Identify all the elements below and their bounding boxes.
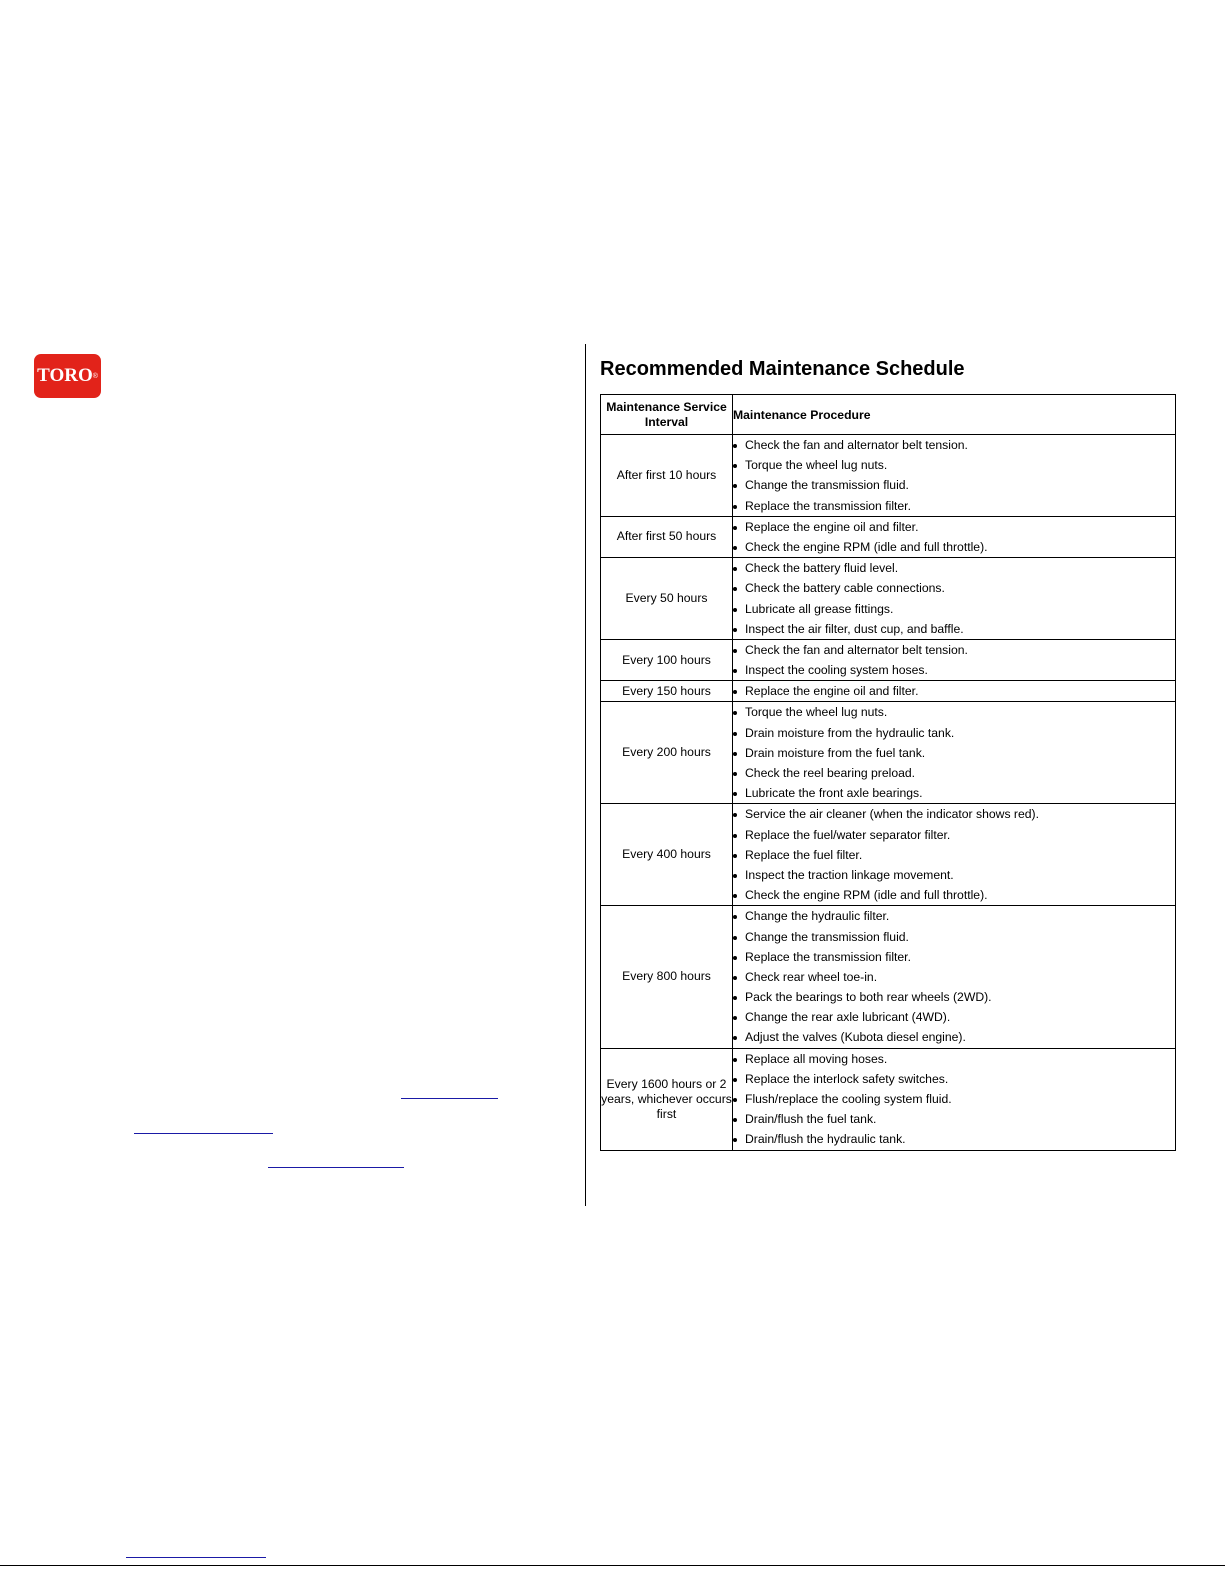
- schedule-rows: [601, 435, 1176, 1151]
- procedure-item: Inspect the traction linkage movement.: [733, 865, 1175, 885]
- procedure-cell: [733, 435, 1176, 517]
- procedure-item: Change the transmission fluid.: [733, 475, 1175, 495]
- table-row: [601, 1048, 1176, 1150]
- procedure-cell: [733, 558, 1176, 640]
- procedure-item: Torque the wheel lug nuts.: [733, 455, 1175, 475]
- procedure-item: Drain/flush the hydraulic tank.: [733, 1129, 1175, 1149]
- page-bottom-rule: [0, 1565, 1225, 1566]
- procedure-item: Torque the wheel lug nuts.: [733, 702, 1175, 722]
- procedure-list: [733, 681, 1175, 701]
- table-row: [601, 906, 1176, 1048]
- table-row: [601, 558, 1176, 640]
- table-row: [601, 804, 1176, 906]
- column-divider: [585, 344, 586, 1206]
- procedure-cell: [733, 681, 1176, 702]
- procedure-item: Replace the fuel/water separator filter.: [733, 825, 1175, 845]
- service-interval-cell: Every 1600 hours or 2 years, whichever occurs first: [601, 1048, 733, 1150]
- hyperlink-underline[interactable]: [126, 1557, 266, 1558]
- procedure-item: Replace all moving hoses.: [733, 1049, 1175, 1069]
- service-interval-cell: Every 400 hours: [601, 804, 733, 906]
- maintenance-schedule-table: [600, 394, 1176, 1151]
- service-interval-cell: Every 200 hours: [601, 702, 733, 804]
- procedure-item: Replace the engine oil and filter.: [733, 517, 1175, 537]
- service-interval-cell: Every 100 hours: [601, 639, 733, 680]
- table-row: [601, 702, 1176, 804]
- table-row: [601, 435, 1176, 517]
- procedure-cell: [733, 906, 1176, 1048]
- table-row: [601, 681, 1176, 702]
- interval-column-header: Maintenance Service Interval: [601, 395, 733, 435]
- procedure-item: Flush/replace the cooling system fluid.: [733, 1089, 1175, 1109]
- procedure-item: Check the battery fluid level.: [733, 558, 1175, 578]
- procedure-cell: [733, 804, 1176, 906]
- procedure-item: Service the air cleaner (when the indicator shows red).: [733, 804, 1175, 824]
- table-header-row: [601, 395, 1176, 435]
- hyperlink-underline[interactable]: [268, 1167, 404, 1168]
- hyperlink-underline[interactable]: [401, 1098, 498, 1099]
- procedure-cell: [733, 1048, 1176, 1150]
- procedure-cell: [733, 516, 1176, 557]
- procedure-list: [733, 640, 1175, 680]
- registered-mark: ®: [92, 372, 98, 380]
- procedure-item: Check rear wheel toe-in.: [733, 967, 1175, 987]
- procedure-item: Lubricate the front axle bearings.: [733, 783, 1175, 803]
- procedure-item: Check the engine RPM (idle and full throttle).: [733, 537, 1175, 557]
- service-interval-cell: Every 50 hours: [601, 558, 733, 640]
- procedure-cell: [733, 639, 1176, 680]
- procedure-item: Replace the engine oil and filter.: [733, 681, 1175, 701]
- procedure-item: Adjust the valves (Kubota diesel engine).: [733, 1027, 1175, 1047]
- service-interval-cell: After first 10 hours: [601, 435, 733, 517]
- hyperlink-underline[interactable]: [134, 1133, 273, 1134]
- service-interval-cell: After first 50 hours: [601, 516, 733, 557]
- service-interval-cell: Every 800 hours: [601, 906, 733, 1048]
- procedure-item: Inspect the air filter, dust cup, and baffle.: [733, 619, 1175, 639]
- procedure-item: Check the fan and alternator belt tension.: [733, 435, 1175, 455]
- procedure-item: Drain/flush the fuel tank.: [733, 1109, 1175, 1129]
- schedule-title: Recommended Maintenance Schedule: [600, 358, 965, 380]
- procedure-item: Check the reel bearing preload.: [733, 763, 1175, 783]
- procedure-list: [733, 804, 1175, 905]
- procedure-item: Drain moisture from the fuel tank.: [733, 743, 1175, 763]
- procedure-item: Replace the transmission filter.: [733, 947, 1175, 967]
- procedure-cell: [733, 702, 1176, 804]
- logo-text: TORO: [37, 365, 93, 386]
- table-row: [601, 639, 1176, 680]
- procedure-item: Replace the fuel filter.: [733, 845, 1175, 865]
- procedure-column-header: Maintenance Procedure: [733, 395, 1176, 435]
- procedure-list: [733, 906, 1175, 1047]
- procedure-item: Change the hydraulic filter.: [733, 906, 1175, 926]
- procedure-list: [733, 1049, 1175, 1150]
- table-row: [601, 516, 1176, 557]
- procedure-list: [733, 558, 1175, 639]
- procedure-list: [733, 435, 1175, 516]
- procedure-item: Drain moisture from the hydraulic tank.: [733, 723, 1175, 743]
- procedure-item: Check the engine RPM (idle and full throttle).: [733, 885, 1175, 905]
- toro-logo: [34, 354, 101, 398]
- procedure-list: [733, 517, 1175, 557]
- procedure-list: [733, 702, 1175, 803]
- procedure-item: Change the rear axle lubricant (4WD).: [733, 1007, 1175, 1027]
- procedure-item: Check the battery cable connections.: [733, 578, 1175, 598]
- procedure-item: Pack the bearings to both rear wheels (2WD).: [733, 987, 1175, 1007]
- procedure-item: Lubricate all grease fittings.: [733, 599, 1175, 619]
- service-interval-cell: Every 150 hours: [601, 681, 733, 702]
- procedure-item: Inspect the cooling system hoses.: [733, 660, 1175, 680]
- procedure-item: Replace the transmission filter.: [733, 496, 1175, 516]
- procedure-item: Check the fan and alternator belt tension.: [733, 640, 1175, 660]
- procedure-item: Replace the interlock safety switches.: [733, 1069, 1175, 1089]
- procedure-item: Change the transmission fluid.: [733, 927, 1175, 947]
